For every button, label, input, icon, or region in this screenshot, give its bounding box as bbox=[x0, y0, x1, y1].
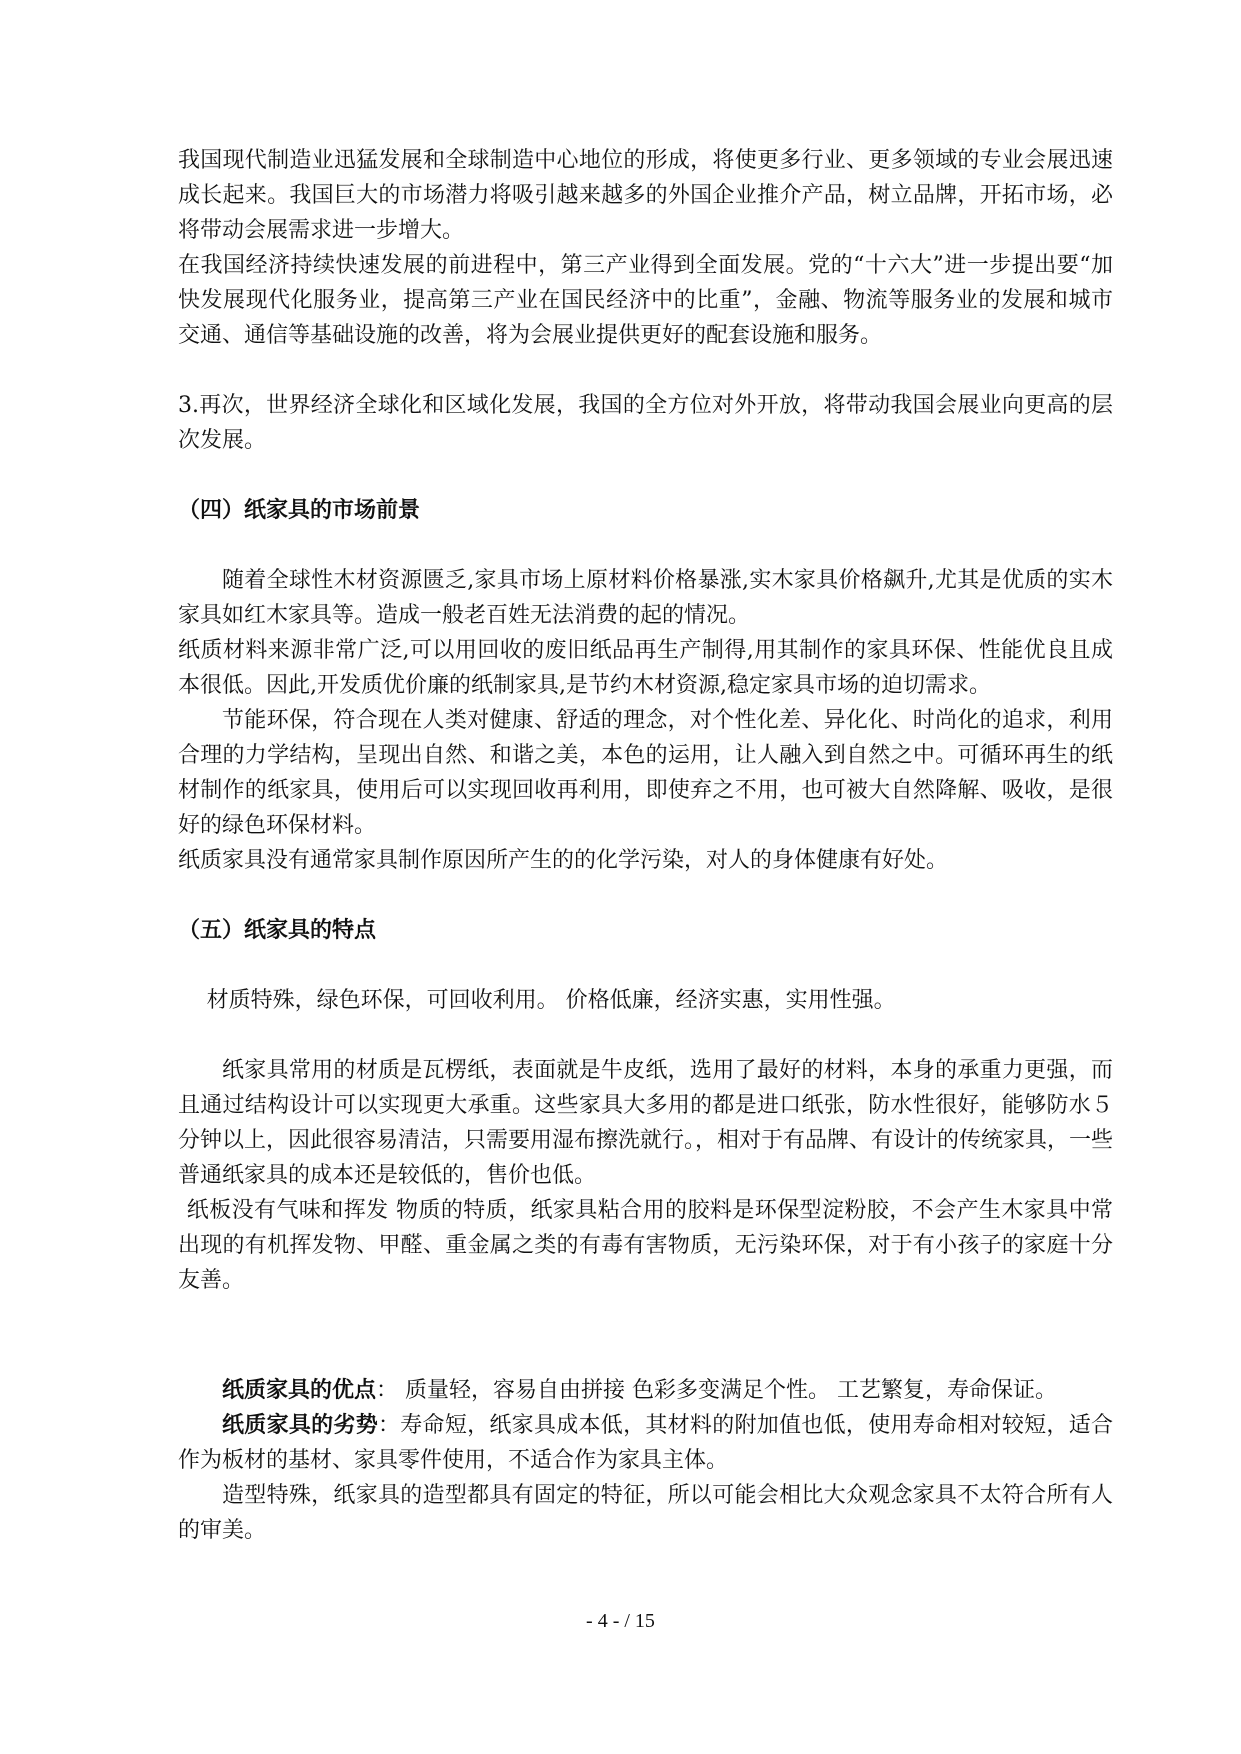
spacer bbox=[178, 1298, 1113, 1333]
document-body bbox=[178, 143, 1113, 1548]
paragraph-wood-shortage: 随着全球性木材资源匮乏,家具市场上原材料价格暴涨,实木家具价格飙升,尤其是优质的实木家具如红木家具等。造成一般老百姓无法消费的起的情况。 bbox=[178, 568, 1113, 628]
paragraph-feature-summary: 材质特殊，绿色环保，可回收利用。 价格低廉，经济实惠，实用性强。 bbox=[206, 988, 896, 1013]
advantages-text: ： 质量轻，容易自由拼接 色彩多变满足个性。 工艺繁复，寿命保证。 bbox=[376, 1378, 1057, 1403]
advantages-label: 纸质家具的优点 bbox=[222, 1377, 377, 1403]
spacer bbox=[178, 1018, 1113, 1053]
paragraph-globalization: 3.再次，世界经济全球化和区域化发展，我国的全方位对外开放，将带动我国会展业向更高的层次发展。 bbox=[178, 393, 1113, 453]
paragraph-special-shape: 造型特殊，纸家具的造型都具有固定的特征，所以可能会相比大众观念家具不太符合所有人的审美。 bbox=[178, 1483, 1113, 1543]
disadvantages-text: ：寿命短，纸家具成本低，其材料的附加值也低，使用寿命相对较短，适合作为板材的基材、家具零件使用，不适合作为家具主体。 bbox=[178, 1413, 1113, 1473]
section-heading-market-prospect: （四）纸家具的市场前景 bbox=[178, 497, 421, 523]
paragraph-no-pollution: 纸质家具没有通常家具制作原因所产生的的化学污染，对人的身体健康有好处。 bbox=[178, 848, 949, 873]
spacer bbox=[178, 353, 1113, 388]
paragraph-no-odor: 纸板没有气味和挥发 物质的特质，纸家具粘合用的胶料是环保型淀粉胶，不会产生木家具中常出现的有机挥发物、甲醛、重金属之类的有毒有害物质，无污染环保，对于有小孩子的家庭十分友善。 bbox=[178, 1198, 1113, 1293]
spacer bbox=[178, 1353, 1113, 1373]
paragraph-eco-friendly: 节能环保，符合现在人类对健康、舒适的理念，对个性化差、异化化、时尚化的追求，利用合理的力学结构，呈现出自然、和谐之美，本色的运用，让人融入到自然之中。可循环再生的纸材制作的纸家具，使用后可以实现回收再利用，即使弃之不用，也可被大自然降解、吸收，是很好的绿色环保材料。 bbox=[178, 708, 1113, 838]
paragraph-corrugated-material: 纸家具常用的材质是瓦楞纸，表面就是牛皮纸，选用了最好的材料，本身的承重力更强，而且通过结构设计可以实现更大承重。这些家具大多用的都是进口纸张，防水性很好，能够防水５分钟以上，因此很容易清洁，只需要用湿布擦洗就行。，相对于有品牌、有设计的传统家具，一些普通纸家具的成本还是较低的，售价也低。 bbox=[178, 1058, 1114, 1188]
spacer bbox=[178, 528, 1113, 563]
paragraph-advantages bbox=[178, 1373, 1113, 1408]
spacer bbox=[178, 458, 1113, 493]
paragraph-tertiary-industry: 在我国经济持续快速发展的前进程中，第三产业得到全面发展。党的“十六大”进一步提出要“加快发展现代化服务业，提高第三产业在国民经济中的比重”，金融、物流等服务业的发展和城市交通、通信等基础设施的改善，将为会展业提供更好的配套设施和服务。 bbox=[178, 253, 1113, 348]
spacer bbox=[178, 948, 1113, 983]
paragraph-paper-source: 纸质材料来源非常广泛,可以用回收的废旧纸品再生产制得,用其制作的家具环保、性能优良且成本很低。因此,开发质优价廉的纸制家具,是节约木材资源,稳定家具市场的迫切需求。 bbox=[178, 638, 1113, 698]
page-number: - 4 - / 15 bbox=[586, 1610, 655, 1632]
paragraph-manufacturing: 我国现代制造业迅猛发展和全球制造中心地位的形成，将使更多行业、更多领域的专业会展迅速成长起来。我国巨大的市场潜力将吸引越来越多的外国企业推介产品，树立品牌，开拓市场，必将带动会展需求进一步增大。 bbox=[178, 148, 1113, 243]
section-heading-features: （五）纸家具的特点 bbox=[178, 917, 377, 943]
spacer bbox=[178, 1333, 1113, 1353]
spacer bbox=[178, 878, 1113, 913]
paragraph-disadvantages bbox=[178, 1408, 1113, 1478]
disadvantages-label: 纸质家具的劣势 bbox=[222, 1412, 378, 1438]
